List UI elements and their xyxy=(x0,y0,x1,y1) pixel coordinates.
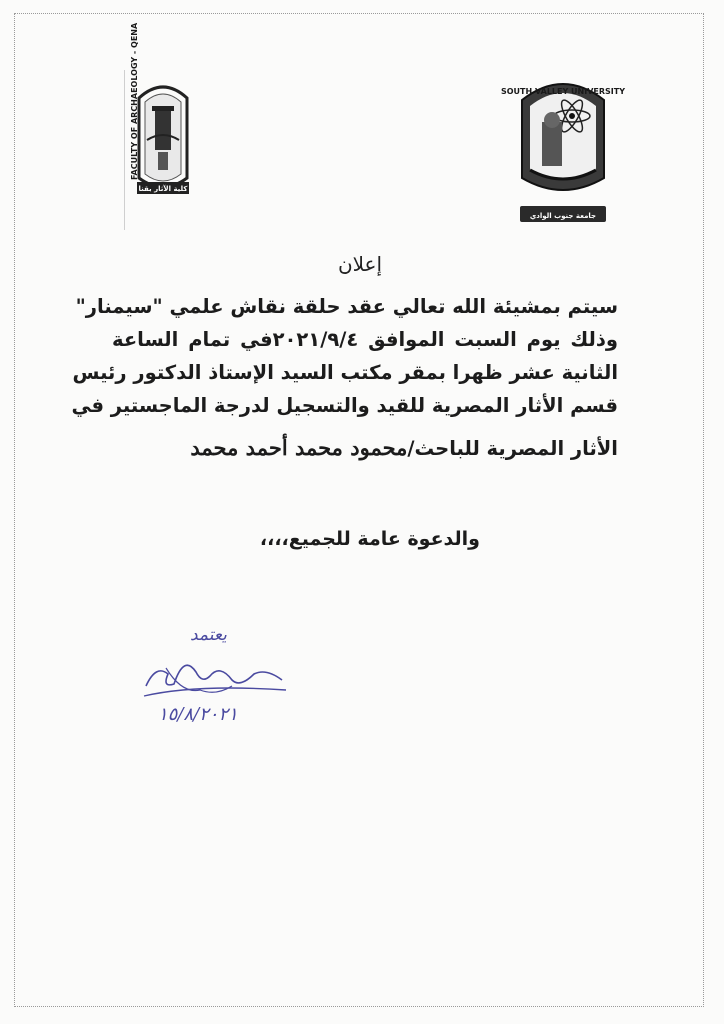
body-line: سيتم بمشيئة الله تعالي عقد حلقة نقاش علمي "سيمنار" xyxy=(75,295,618,318)
body-line: قسم الأثار المصرية للقيد والتسجيل لدرجة الماجستير في xyxy=(71,394,618,417)
announcement-body xyxy=(71,290,619,465)
university-logo-label: جامعة جنوب الوادي xyxy=(529,212,597,220)
university-logo xyxy=(500,70,626,230)
signature-note: يعتمد xyxy=(190,625,227,645)
faculty-logo xyxy=(124,22,201,230)
signature-date: ١٥/٨/٢٠٢١ xyxy=(158,704,238,725)
faculty-logo-ring-text: FACULTY OF ARCHAEOLOGY - QENA xyxy=(130,22,139,180)
university-logo-ring-text: SOUTH VALLEY UNIVERSITY xyxy=(500,87,626,96)
closing-line: والدعوة عامة للجميع،،،، xyxy=(259,528,480,550)
announcement-title: إعلان xyxy=(337,252,383,276)
body-line-researcher xyxy=(112,431,618,465)
body-line: وذلك يوم السبت الموافق ٢٠٢١/٩/٤في تمام الساعة xyxy=(112,328,619,351)
body-line: الثانية عشر ظهرا بمقر مكتب السيد الإستاذ الدكتور رئيس xyxy=(72,361,618,384)
researcher-name: محمود محمد أحمد محمد xyxy=(190,435,408,460)
faculty-logo-label: كلية الآثار بقنا xyxy=(138,185,188,193)
researcher-prefix: الأثار المصرية للباحث/ xyxy=(407,437,618,460)
